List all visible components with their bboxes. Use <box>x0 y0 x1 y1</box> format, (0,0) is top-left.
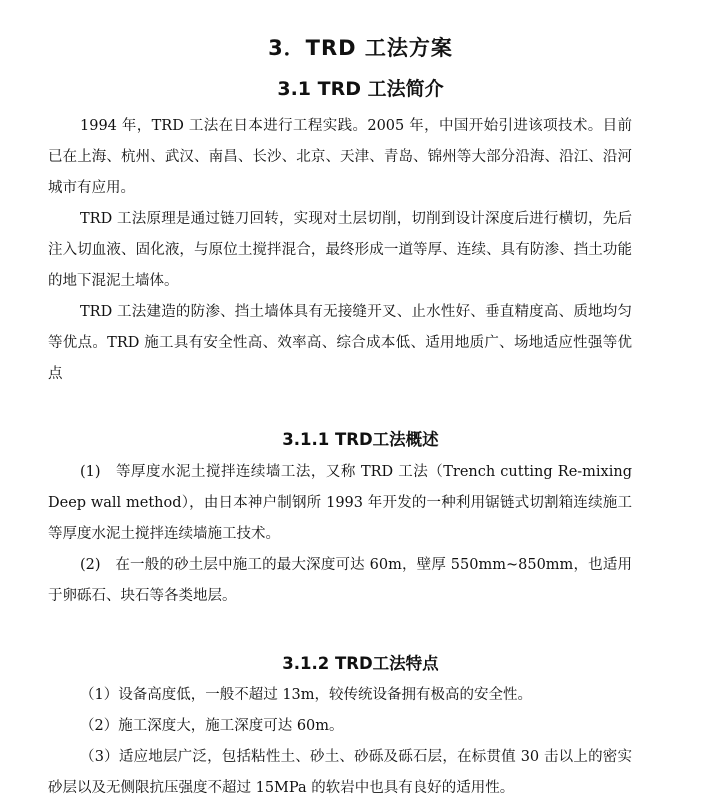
intro-paragraph-3: TRD 工法建造的防渗、挡土墙体具有无接缝开叉、止水性好、垂直精度高、质地均匀等优点。TRD 施工具有安全性高、效率高、综合成本低、适用地质广、场地适应性强等优点 <box>48 304 632 382</box>
overview-item-1: (1) 等厚度水泥土搅拌连续墙工法，又称 TRD 工法（Trench cutting Re-mixing Deep wall method），由日本神户制钢所 1993 年开发的一种利用锯链式切割箱连续施工等厚度水泥土搅拌连续墙施工技术。 <box>48 464 632 542</box>
intro-paragraph-2: TRD 工法原理是通过链刀回转，实现对土层切削，切削到设计深度后进行横切，先后注入切血液、固化液，与原位土搅拌混合，最终形成一道等厚、连续、具有防渗、挡土功能的地下混泥土墙体。 <box>48 211 632 289</box>
overview-item-2: (2) 在一般的砂土层中施工的最大深度可达 60m，壁厚 550mm~850mm，也适用于卵砾石、块石等各类地层。 <box>48 557 632 604</box>
feature-item-3: （3）适应地层广泛，包括粘性土、砂土、砂砾及砾石层，在标贯值 30 击以上的密实砂层以及无侧限抗压强度不超过 15MPa 的软岩中也具有良好的适用性。 <box>48 749 632 796</box>
document-title: 3．TRD 工法方案 <box>268 36 453 60</box>
intro-paragraph-1: 1994 年，TRD 工法在日本进行工程实践。2005 年，中国开始引进该项技术。目前已在上海、杭州、武汉、南昌、长沙、北京、天津、青岛、锦州等大部分沿海、沿江、沿河城市有应用。 <box>48 118 632 196</box>
section-heading-3-1-1: 3.1.1 TRD工法概述 <box>282 430 439 449</box>
section-heading-3-1: 3.1 TRD 工法简介 <box>277 78 444 100</box>
feature-item-1: （1）设备高度低，一般不超过 13m，较传统设备拥有极高的安全性。 <box>80 687 533 703</box>
section-heading-3-1-2: 3.1.2 TRD工法特点 <box>282 654 439 673</box>
feature-item-2: （2）施工深度大，施工深度可达 60m。 <box>80 718 344 734</box>
